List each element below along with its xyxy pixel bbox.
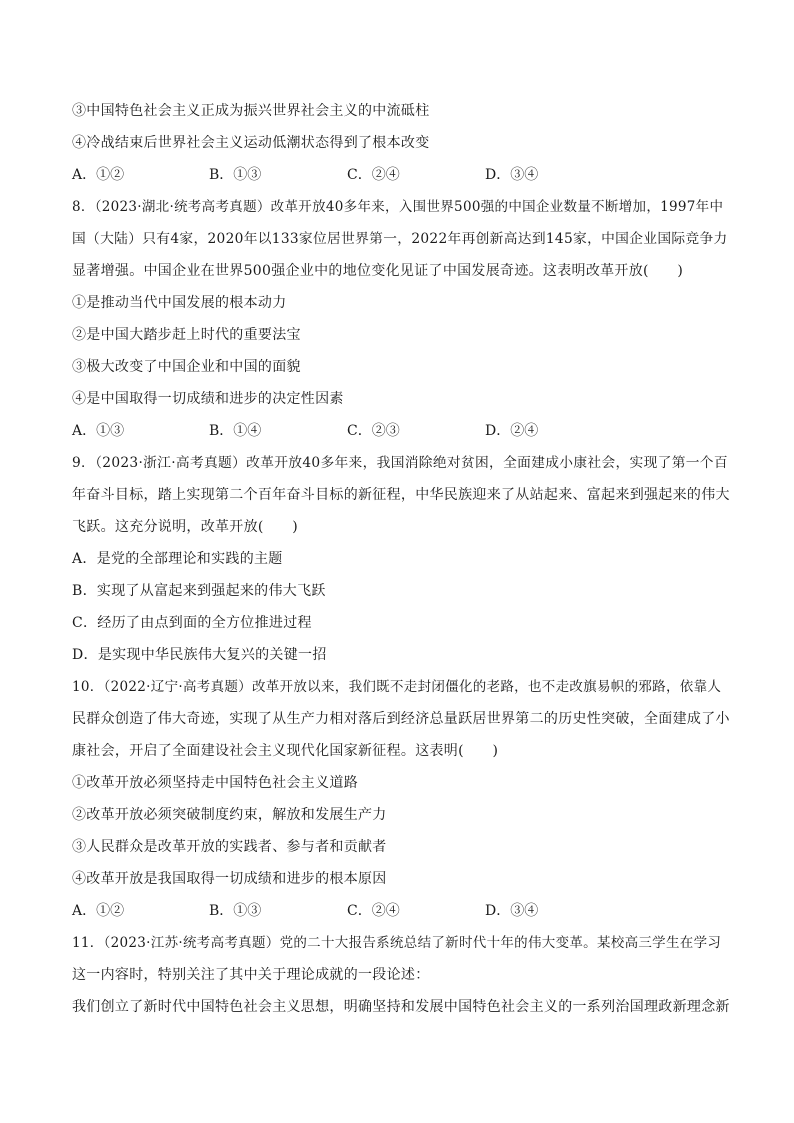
question-9-stem-line-1: 9．（2023·浙江·高考真题）改革开放40多年来，我国消除绝对贫困，全面建成小康社会，实现了第一个百: [72, 455, 728, 471]
question-10-stem-line-3: 康社会，开启了全面建设社会主义现代化国家新征程。这表明( ): [72, 743, 499, 759]
option-d: D．②④: [485, 423, 539, 439]
question-11-stem-line-3: 我们创立了新时代中国特色社会主义思想，明确坚持和发展中国特色社会主义的一系列治国理政新理念新: [72, 999, 730, 1015]
option-b: B．①④: [209, 423, 262, 439]
option-a: A．①②: [72, 167, 125, 183]
question-10-statement-2: ②改革开放必须突破制度约束，解放和发展生产力: [72, 807, 387, 823]
option-b: B．①③: [209, 903, 262, 919]
question-9-option-b: B．实现了从富起来到强起来的伟大飞跃: [72, 583, 326, 599]
option-a: A．①②: [72, 903, 125, 919]
question-8-statement-4: ④是中国取得一切成绩和进步的决定性因素: [72, 391, 344, 407]
option-c: C．②③: [347, 423, 400, 439]
option-d: D．③④: [485, 903, 539, 919]
question-9-option-d: D．是实现中华民族伟大复兴的关键一招: [72, 647, 327, 663]
question-10-statement-3: ③人民群众是改革开放的实践者、参与者和贡献者: [72, 839, 387, 855]
question-10-stem-line-2: 民群众创造了伟大奇迹，实现了从生产力相对落后到经济总量跃居世界第二的历史性突破，全面建成了小: [72, 711, 730, 727]
question-8-stem-line-1: 8．（2023·湖北·统考高考真题）改革开放40多年来，入围世界500强的中国企业数量不断增加，1997年中: [72, 199, 724, 215]
question-11-stem-line-1: 11．（2023·江苏·统考高考真题）党的二十大报告系统总结了新时代十年的伟大变革。某校高三学生在学习: [72, 935, 722, 951]
question-8-statement-1: ①是推动当代中国发展的根本动力: [72, 295, 287, 311]
question-9-option-a: A．是党的全部理论和实践的主题: [72, 551, 283, 567]
question-8-statement-2: ②是中国大踏步赶上时代的重要法宝: [72, 327, 301, 343]
option-c: C．②④: [347, 167, 400, 183]
question-11-stem-line-2: 这一内容时，特别关注了其中关于理论成就的一段论述：: [72, 967, 430, 983]
question-10-stem-line-1: 10．（2022·辽宁·高考真题）改革开放以来，我们既不走封闭僵化的老路，也不走改旗易帜的邪路，依靠人: [72, 679, 722, 695]
option-c: C．②④: [347, 903, 400, 919]
answer-options-q7: [72, 165, 732, 185]
question-9-stem-line-2: 年奋斗目标，踏上实现第二个百年奋斗目标的新征程，中华民族迎来了从站起来、富起来到强起来的伟大: [72, 487, 730, 503]
question-9-option-c: C．经历了由点到面的全方位推进过程: [72, 615, 312, 631]
question-9-stem-line-3: 飞跃。这充分说明，改革开放( ): [72, 519, 299, 535]
answer-options-q10: [72, 901, 732, 921]
option-a: A．①③: [72, 423, 125, 439]
option-b: B．①③: [209, 167, 262, 183]
statement-4: ④冷战结束后世界社会主义运动低潮状态得到了根本改变: [72, 135, 430, 151]
question-8-statement-3: ③极大改变了中国企业和中国的面貌: [72, 359, 301, 375]
question-10-statement-1: ①改革开放必须坚持走中国特色社会主义道路: [72, 775, 358, 791]
option-d: D．③④: [485, 167, 539, 183]
statement-3: ③中国特色社会主义正成为振兴世界社会主义的中流砥柱: [72, 103, 430, 119]
answer-options-q8: [72, 421, 732, 441]
question-8-stem-line-3: 显著增强。中国企业在世界500强企业中的地位变化见证了中国发展奇迹。这表明改革开放( ): [72, 263, 684, 279]
question-10-statement-4: ④改革开放是我国取得一切成绩和进步的根本原因: [72, 871, 387, 887]
question-8-stem-line-2: 国（大陆）只有4家，2020年以133家位居世界第一，2022年再创新高达到145家，中国企业国际竞争力: [72, 231, 728, 247]
